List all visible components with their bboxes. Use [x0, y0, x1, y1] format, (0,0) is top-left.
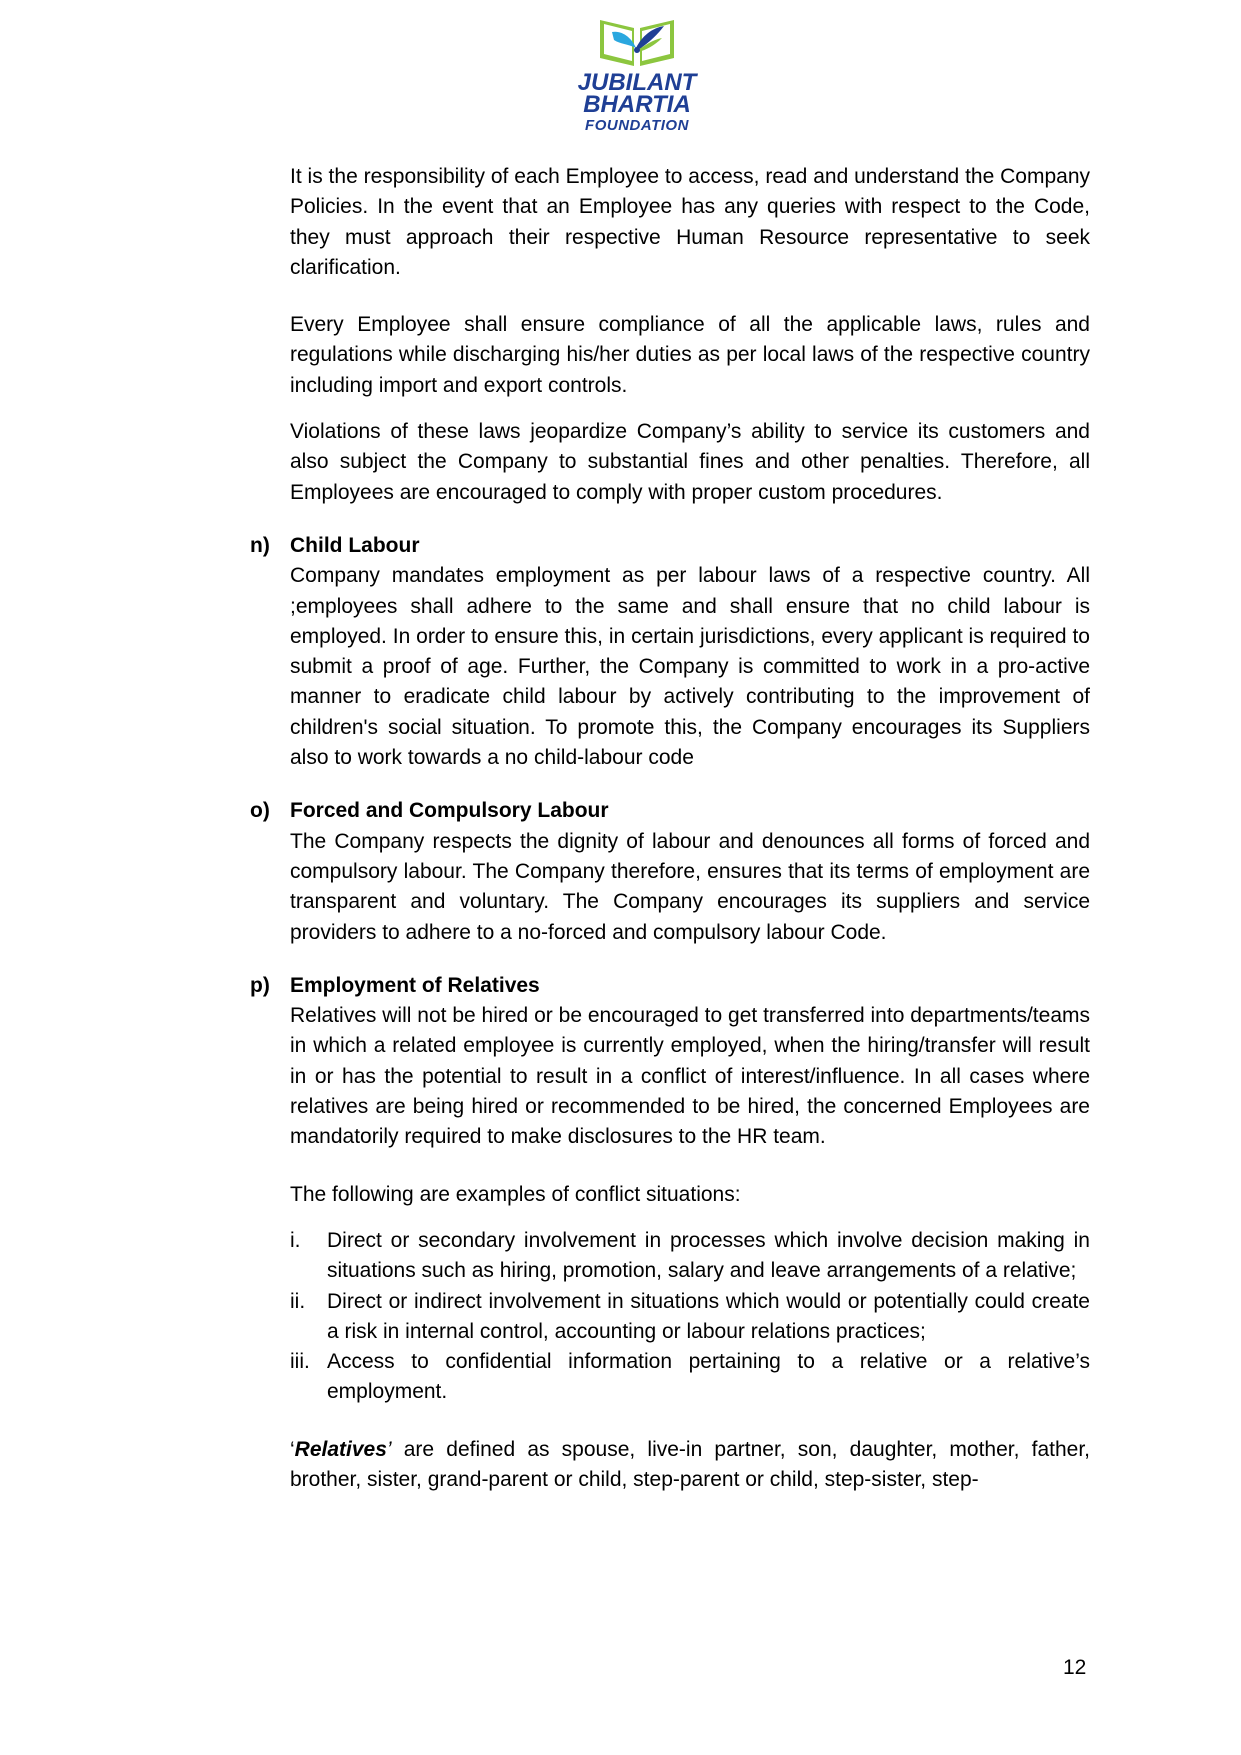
open-quote: ‘ [290, 1437, 295, 1461]
list-item-text: Direct or secondary involvement in processes which involve decision making in situations such as hiring, promotion, salary and leave arrangements of a relative; [327, 1228, 1090, 1283]
section-title: Forced and Compulsory Labour [290, 799, 609, 823]
conflict-examples-list [290, 1226, 1090, 1408]
section-marker: n) [250, 533, 270, 557]
list-item-number: i. [290, 1228, 301, 1252]
book-bird-emblem-icon [592, 10, 682, 72]
list-item-text: Direct or indirect involvement in situations which would or potentially could create a risk in internal control, accounting or labour relations practices; [327, 1289, 1090, 1343]
section-title: Employment of Relatives [290, 973, 540, 997]
logo-name-line3: FOUNDATION [585, 117, 689, 134]
list-item-number: ii. [290, 1289, 306, 1313]
list-item [290, 1287, 1090, 1348]
section-body-child-labour: Company mandates employment as per labour laws of a respective country. All ;employees shall adhere to the same and shall ensure that no child labour is employed. In order to ensure this, in certain jurisdictions, every applicant is required to submit a proof of age. Further, the Company is committed to work in a pro-active manner to eradicate child labour by actively contributing to the improvement of children's social situation. To promote this, the Company encourages its Suppliers also to work towards a no child-labour code [290, 564, 1090, 770]
section-heading-child-labour [250, 531, 1090, 561]
page-number: 12 [1063, 1656, 1087, 1679]
list-item-number: iii. [290, 1350, 310, 1374]
section-heading-employment-of-relatives [250, 971, 1090, 1001]
section-heading-forced-labour [250, 796, 1090, 826]
section-body-forced-labour: The Company respects the dignity of labour and denounces all forms of forced and compulsory labour. The Company therefore, ensures that its terms of employment are transparent and voluntary. The Company encourages its suppliers and service providers to adhere to a no-forced and compulsory labour Code. [290, 829, 1090, 944]
paragraph-responsibility: It is the responsibility of each Employee to access, read and understand the Company Policies. In the event that an Employee has any queries with respect to the Code, they must approach their respective Human Resource representative to seek clarification. [290, 165, 1090, 279]
definition-text: are defined as spouse, live-in partner, son, daughter, mother, father, brother, sister, grand-parent or child, step-parent or child, step-sister, step- [290, 1437, 1090, 1491]
section-marker: o) [250, 799, 270, 823]
defined-term: Relatives [294, 1437, 387, 1461]
examples-intro: The following are examples of conflict situations: [290, 1182, 741, 1206]
logo-name-line2: BHARTIA [583, 91, 691, 118]
list-item-text: Access to confidential information pertaining to a relative or a relative’s employment. [327, 1350, 1090, 1404]
section-title: Child Labour [290, 533, 420, 557]
foundation-logo [557, 10, 717, 150]
list-item [290, 1226, 1090, 1287]
document-body [250, 162, 1090, 1495]
relatives-definition [290, 1435, 1090, 1496]
paragraph-violations: Violations of these laws jeopardize Company’s ability to service its customers and also subject the Company to substantial fines and other penalties. Therefore, all Employees are encouraged to comply with proper custom procedures. [290, 420, 1090, 504]
paragraph-compliance: Every Employee shall ensure compliance of all the applicable laws, rules and regulations while discharging his/her duties as per local laws of the respective country including import and export controls. [290, 313, 1090, 397]
section-body-employment-of-relatives: Relatives will not be hired or be encouraged to get transferred into departments/teams in which a related employee is currently employed, when the hiring/transfer will result in or has the potential to result in a conflict of interest/influence. In all cases where relatives are being hired or recommended to be hired, the concerned Employees are mandatorily required to make disclosures to the HR team. [290, 1004, 1090, 1149]
section-marker: p) [250, 973, 270, 997]
logo-name-line1: JUBILANT [577, 69, 697, 96]
close-quote: ’ [386, 1437, 392, 1461]
list-item [290, 1347, 1090, 1408]
